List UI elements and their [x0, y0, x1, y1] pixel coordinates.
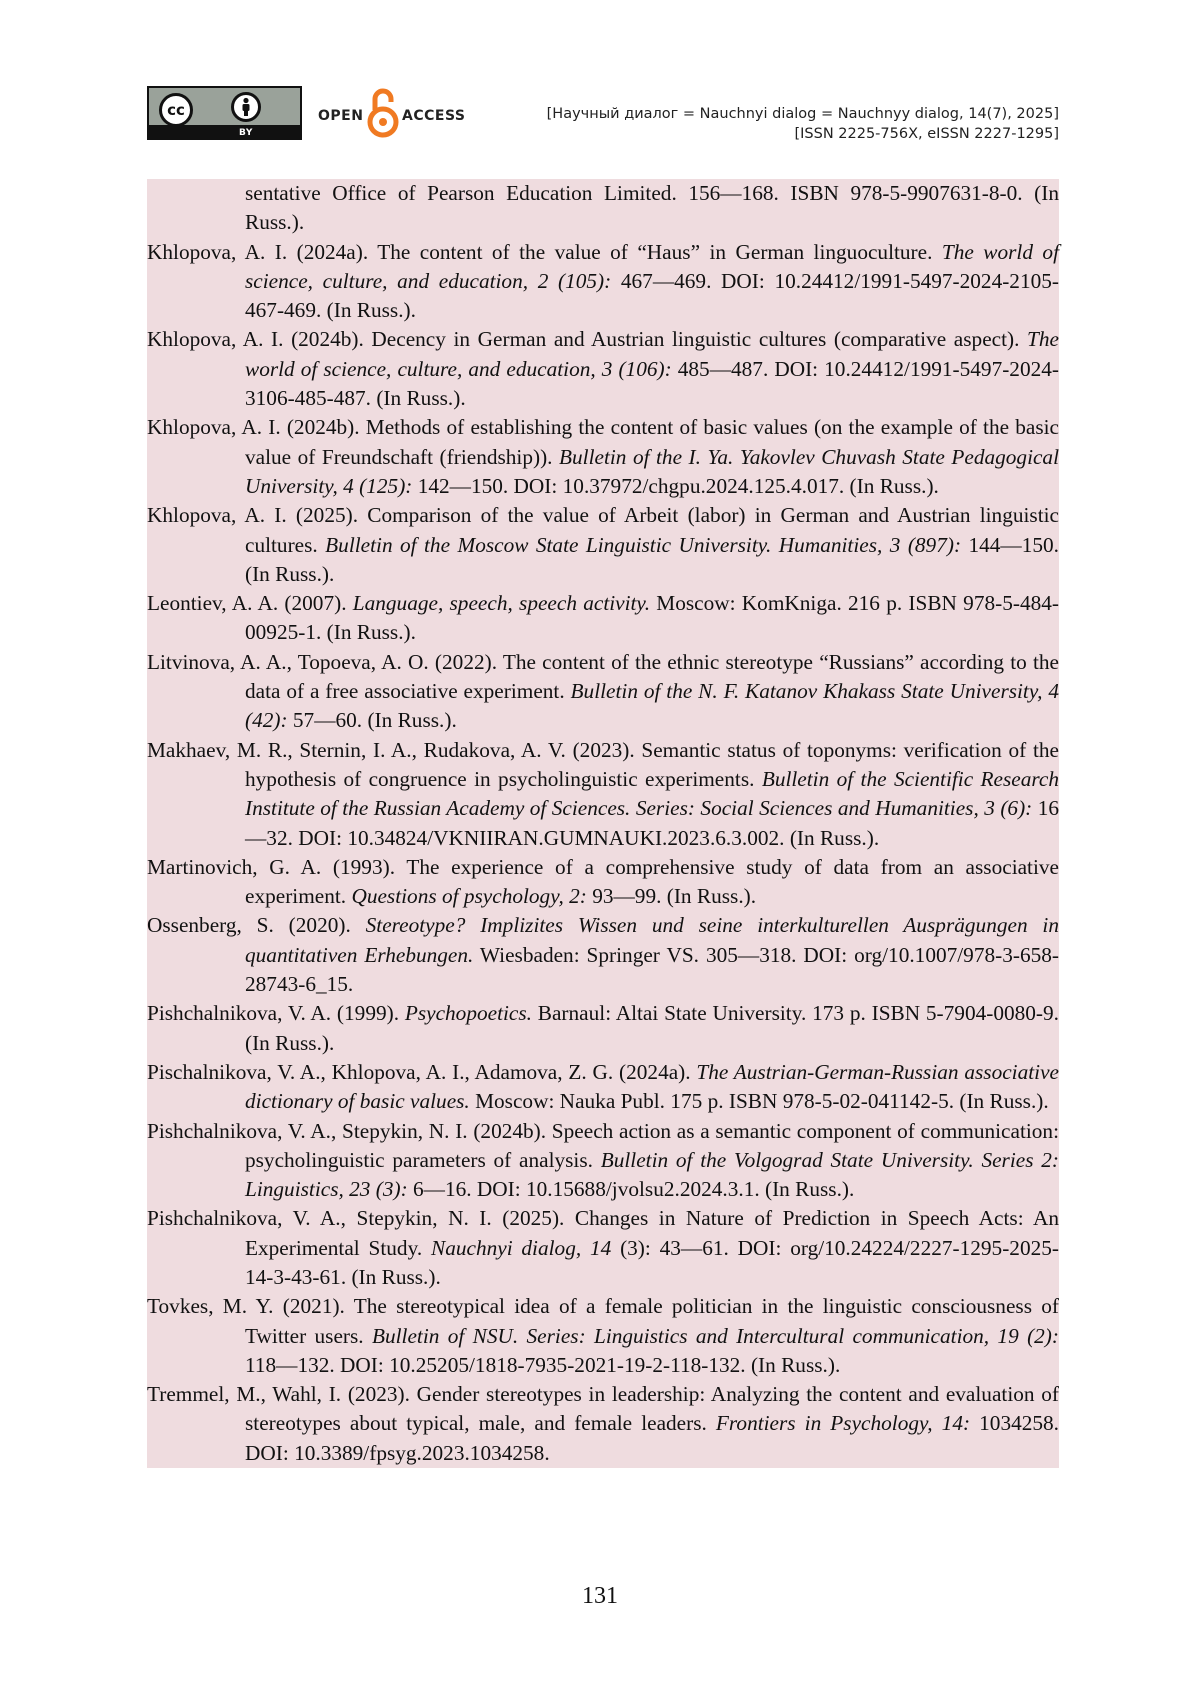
reference-text: Pishchalnikova, V. A. (1999). [147, 1001, 405, 1026]
open-access-word-access: ACCESS [402, 108, 466, 124]
open-access-lock-icon [366, 86, 400, 140]
reference-entry [147, 1117, 1059, 1205]
attribution-person-icon [231, 92, 261, 122]
reference-entry [147, 999, 1059, 1058]
journal-issn: [ISSN 2225-756X, eISSN 2227-1295] [794, 126, 1059, 142]
reference-details: 485—487. DOI: 10.24412/1991-5497-2024-3106-485-487. (In Russ.). [245, 356, 1059, 411]
reference-text: Makhaev, M. R., Sternin, I. A., Rudakova, A. V. (2023). Semantic status of toponyms: verification of the hypothesis of congruence in psycholinguistic experiments. [147, 737, 1059, 791]
open-access-logo[interactable] [318, 86, 478, 140]
reference-source-title: Bulletin of the I. Ya. Yakovlev Chuvash State Pedagogical University, 4 (125): [245, 444, 1059, 498]
reference-source-title: Stereotype? Implizites Wissen und seine interkulturellen Ausprägungen in quantitativen Erhebungen. [245, 913, 1059, 967]
reference-source-title: The world of science, culture, and education, 2 (105): [245, 239, 1059, 293]
journal-info [547, 104, 1059, 144]
reference-entry [147, 238, 1059, 326]
reference-source-title: Psychopoetics. [404, 1001, 532, 1026]
reference-source-title: Bulletin of NSU. Series: Linguistics and Intercultural communication, 19 (2): [371, 1323, 1059, 1348]
page-number: 131 [582, 1583, 618, 1609]
reference-details: (3): 43—61. DOI: org/10.24224/2227-1295-2025-14-3-43-61. (In Russ.). [245, 1235, 1059, 1289]
reference-text: Tremmel, M., Wahl, I. (2023). Gender stereotypes in leadership: Analyzing the content and evaluation of stereotypes about typical, male, and female leaders. [147, 1382, 1059, 1436]
reference-details: 93—99. (In Russ.). [586, 884, 757, 909]
license-bar [149, 125, 300, 138]
reference-entry [147, 1380, 1059, 1468]
reference-source-title: Bulletin of the Moscow State Linguistic University. Humanities, 3 (897): [325, 532, 962, 557]
reference-source-title: Nauchnyi dialog, 14 [430, 1235, 612, 1260]
reference-details: 16—32. DOI: 10.34824/VKNIIRAN.GUMNAUKI.2023.6.3.002. (In Russ.). [245, 796, 1059, 850]
reference-list [147, 179, 1059, 1468]
reference-source-title: The world of science, culture, and education, 3 (106): [245, 327, 1059, 381]
reference-source-title: The Austrian-German-Russian associative dictionary of basic values. [245, 1059, 1059, 1114]
reference-source-title: Bulletin of the N. F. Katanov Khakass State University, 4 (42): [245, 679, 1059, 733]
reference-details: Wiesbaden: Springer VS. 305—318. DOI: org/10.1007/978-3-658-28743-6_15. [245, 942, 1060, 997]
reference-entry [147, 413, 1059, 501]
reference-details: 144—150. (In Russ.). [245, 532, 1059, 586]
reference-text: Leontiev, A. A. (2007). [147, 591, 353, 616]
reference-text: Tovkes, M. Y. (2021). The stereotypical idea of a female politician in the linguistic consciousness of Twitter users. [147, 1294, 1059, 1348]
cc-by-license-badge[interactable] [147, 86, 302, 140]
reference-text: Pishchalnikova, V. A., Stepykin, N. I. (2024b). Speech action as a semantic component of communication: psycholinguistic parameters of analysis. [147, 1118, 1059, 1172]
reference-details: 57—60. (In Russ.). [287, 708, 457, 733]
reference-text: Martinovich, G. A. (1993). The experience of a comprehensive study of data from an associative experiment. [147, 854, 1059, 909]
reference-entry [147, 911, 1059, 999]
reference-text: Ossenberg, S. (2020). [147, 913, 366, 938]
license-label: BY [239, 128, 253, 138]
reference-source-title: Bulletin of the Scientific Research Institute of the Russian Academy of Sciences. Series: Social Sciences and Humanities, 3 (6): [245, 766, 1060, 821]
reference-entry [147, 325, 1059, 413]
reference-entry [147, 1204, 1059, 1292]
reference-entry [147, 853, 1059, 912]
reference-details: 142—150. DOI: 10.37972/chgpu.2024.125.4.017. (In Russ.). [412, 473, 939, 498]
reference-source-title: Frontiers in Psychology, 14: [715, 1411, 971, 1436]
reference-details: 6—16. DOI: 10.15688/jvolsu2.2024.3.1. (In Russ.). [407, 1177, 855, 1202]
reference-source-title: Bulletin of the Volgograd State University. Series 2: Linguistics, 23 (3): [245, 1147, 1059, 1202]
journal-citation: [Научный диалог = Nauchnyi dialog = Nauchnyy dialog, 14(7), 2025] [546, 106, 1059, 122]
reference-details: 467—469. DOI: 10.24412/1991-5497-2024-2105-467-469. (In Russ.). [245, 268, 1059, 323]
reference-details: Moscow: KomKniga. 216 p. ISBN 978-5-484-00925-1. (In Russ.). [245, 591, 1059, 645]
reference-text: Khlopova, A. I. (2025). Comparison of the value of Arbeit (labor) in German and Austrian linguistic cultures. [147, 503, 1059, 557]
reference-text: Pishchalnikova, V. A., Stepykin, N. I. (2025). Changes in Nature of Prediction in Speech Acts: An Experimental Study. [147, 1206, 1059, 1260]
open-access-word-open: OPEN [318, 108, 364, 124]
creative-commons-icon: cc [159, 93, 193, 127]
reference-text: Khlopova, A. I. (2024a). The content of the value of “Haus” in German linguoculture. [147, 239, 942, 264]
reference-entry [147, 1058, 1059, 1117]
reference-details: 1034258. DOI: 10.3389/fpsyg.2023.1034258. [245, 1411, 1060, 1465]
reference-text: Litvinova, A. A., Topoeva, A. O. (2022). The content of the ethnic stereotype “Russians” according to the data of a free associative experiment. [147, 649, 1059, 704]
reference-source-title: Questions of psychology, 2: [351, 884, 587, 909]
reference-details: Moscow: Nauka Publ. 175 p. ISBN 978-5-02-041142-5. (In Russ.). [469, 1089, 1049, 1114]
reference-entry [147, 736, 1059, 853]
reference-details: Barnaul: Altai State University. 173 p. ISBN 5-7904-0080-9. (In Russ.). [245, 1001, 1059, 1055]
reference-source-title: Language, speech, speech activity. [352, 591, 651, 616]
reference-entry [147, 1292, 1059, 1380]
reference-entry [147, 501, 1059, 589]
reference-text: Khlopova, A. I. (2024b). Decency in German and Austrian linguistic cultures (comparative aspect). [147, 327, 1028, 352]
page-header [147, 86, 1059, 144]
reference-continuation: sentative Office of Pearson Education Limited. 156—168. ISBN 978-5-9907631-8-0. (In Russ.). [245, 181, 1059, 235]
reference-details: 118—132. DOI: 10.25205/1818-7935-2021-19-2-118-132. (In Russ.). [245, 1352, 841, 1377]
reference-entry [147, 589, 1059, 648]
reference-text: Khlopova, A. I. (2024b). Methods of establishing the content of basic values (on the example of the basic value of Freundschaft (friendship)). [147, 415, 1059, 469]
reference-text: Pischalnikova, V. A., Khlopova, A. I., Adamova, Z. G. (2024a). [147, 1059, 697, 1084]
reference-entries [147, 238, 1059, 1468]
reference-entry [147, 648, 1059, 736]
